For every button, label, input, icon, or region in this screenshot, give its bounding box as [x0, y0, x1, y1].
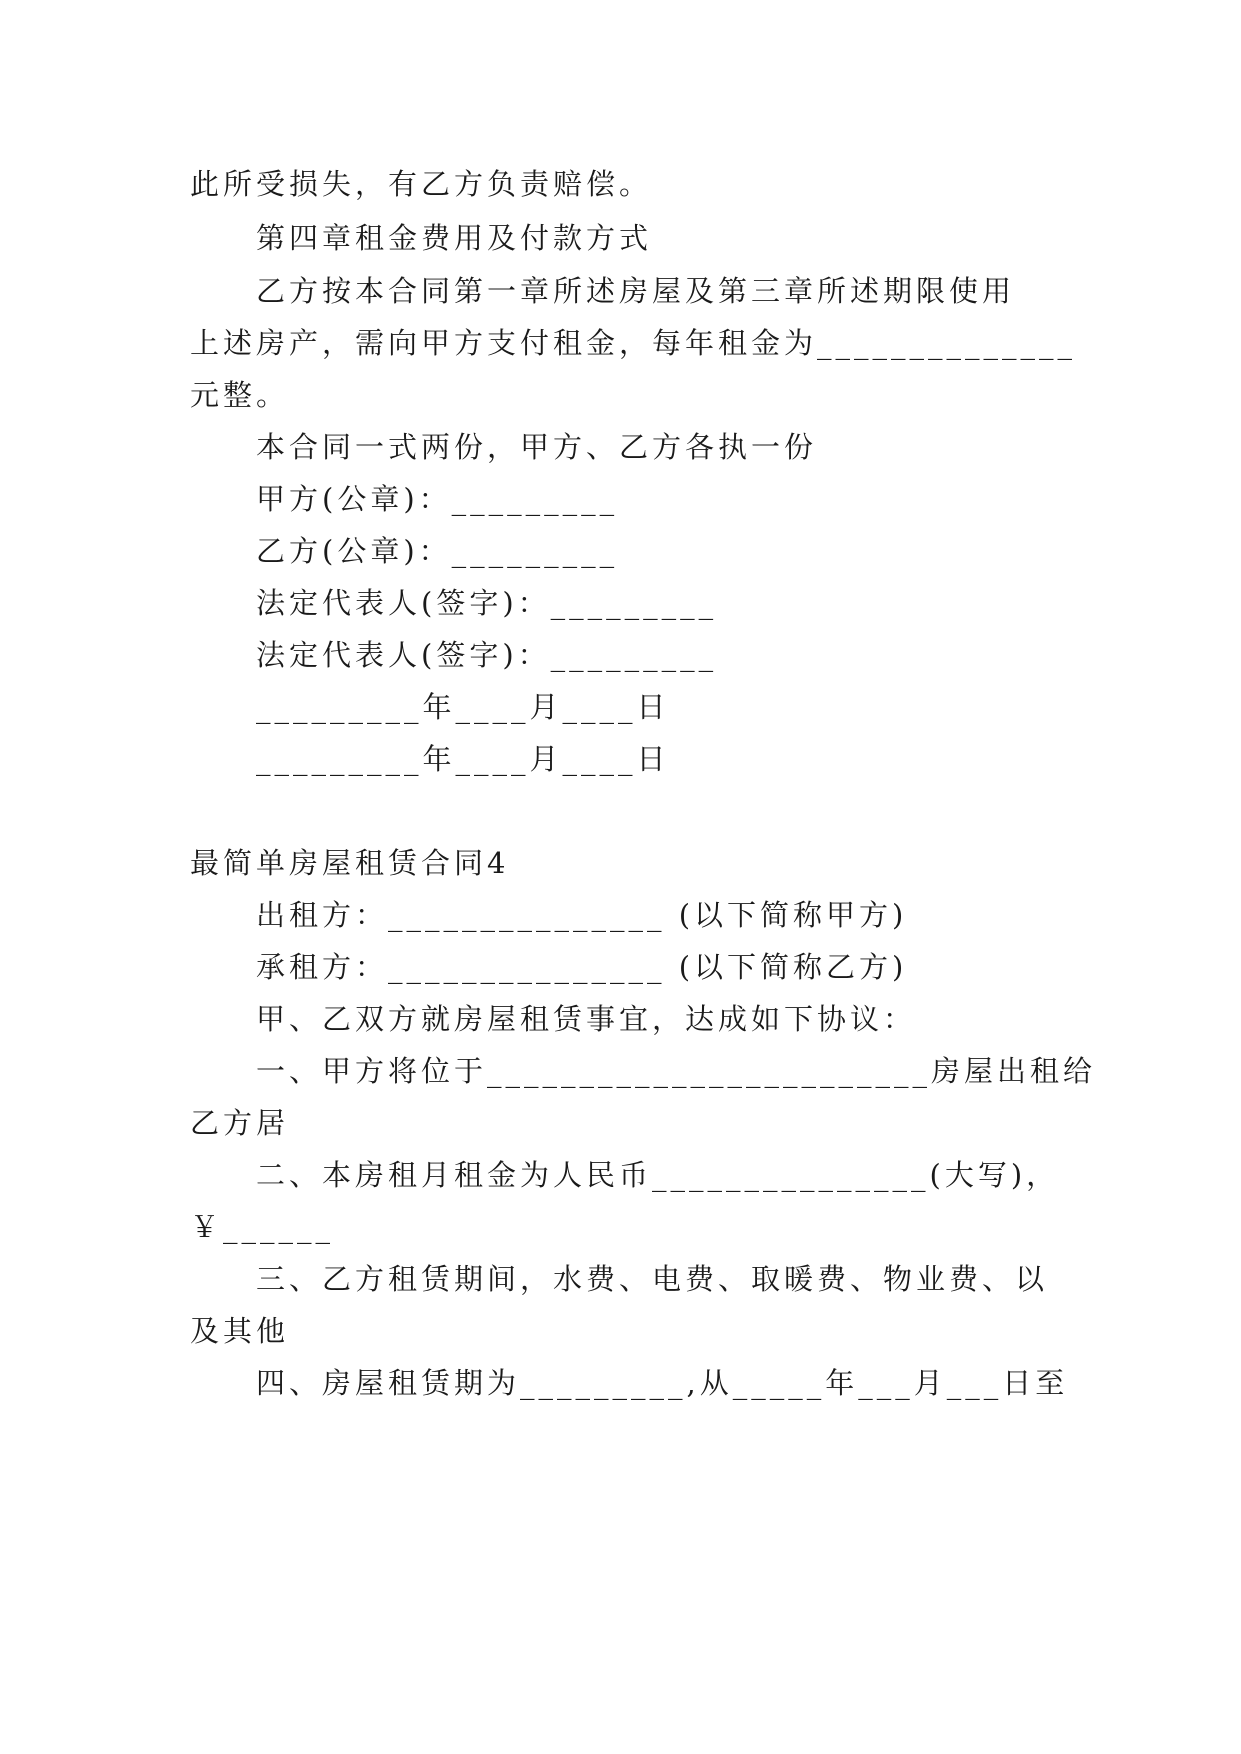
- section-title: 最简单房屋租赁合同4: [190, 846, 510, 880]
- text-line: 三、乙方租赁期间，水费、电费、取暖费、物业费、以: [256, 1262, 1049, 1296]
- text-line: 及其他: [190, 1314, 290, 1348]
- text-line: 承租方：_______________ (以下简称乙方): [256, 950, 908, 984]
- chapter-heading: 第四章租金费用及付款方式: [256, 221, 653, 255]
- text-line: 上述房产，需向甲方支付租金，每年租金为______________: [190, 326, 1077, 360]
- signature-line: 乙方(公章)：_________: [256, 534, 619, 568]
- text-line: 出租方：_______________ (以下简称甲方): [256, 898, 908, 932]
- date-line: _________年____月____日: [256, 690, 670, 724]
- text-line: 乙方居: [190, 1106, 290, 1140]
- text-line: 甲、乙双方就房屋租赁事宜，达成如下协议：: [256, 1002, 917, 1036]
- text-line: 四、房屋租赁期为_________,从_____年___月___日至: [256, 1366, 1069, 1400]
- signature-line: 法定代表人(签字)：_________: [256, 586, 718, 620]
- signature-line: 法定代表人(签字)：_________: [256, 638, 718, 672]
- text-line: 本合同一式两份，甲方、乙方各执一份: [256, 430, 818, 464]
- text-line: 此所受损失，有乙方负责赔偿。: [190, 167, 653, 201]
- text-line: 一、甲方将位于________________________房屋出租给: [256, 1054, 1097, 1088]
- signature-line: 甲方(公章)：_________: [256, 482, 619, 516]
- date-line: _________年____月____日: [256, 742, 670, 776]
- text-line: 乙方按本合同第一章所述房屋及第三章所述期限使用: [256, 274, 1016, 308]
- text-line: 二、本房租月租金为人民币_______________(大写)，: [256, 1158, 1060, 1192]
- text-line: 元整。: [190, 378, 290, 412]
- text-line: ￥______: [190, 1210, 335, 1244]
